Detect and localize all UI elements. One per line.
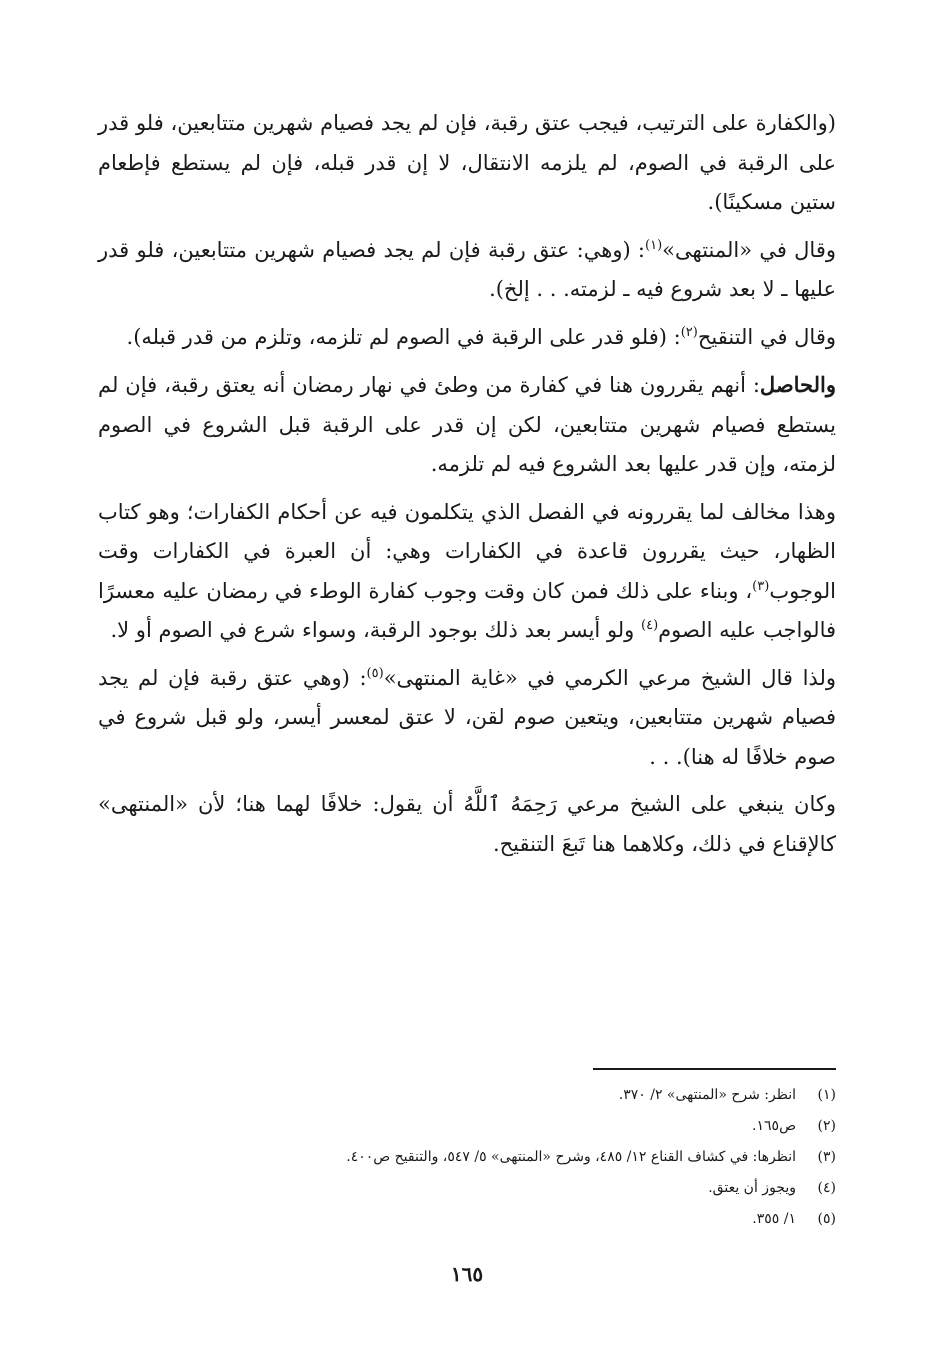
paragraph-text-cont: ولو أيسر بعد ذلك بوجود الرقبة، وسواء شرع في الصوم أو لا. (110, 618, 642, 642)
footnote-ref[interactable]: (٢) (680, 324, 698, 340)
footnote-ref[interactable]: (٣) (752, 578, 770, 594)
paragraph-text: وهذا مخالف لما يقررونه في الفصل الذي يتكلمون فيه عن أحكام الكفارات؛ وهو كتاب الظهار، حيث يقررون قاعدة في الكفارات وهي: أن العبرة في الكفارات وقت الوجوب (98, 499, 836, 603)
paragraph-1 (98, 104, 836, 223)
paragraph-text: : أنهم يقررون هنا في كفارة من وطئ في نهار رمضان أنه يعتق رقبة، فإن لم يستطع فصيام شهرين متتابعين، لكن إن قدر على الرقبة قبل الشروع في الصوم لزمته، وإن قدر عليها بعد الشروع فيه لم تلزمه. (98, 373, 836, 476)
footnote-text: انظر: شرح «المنتهى» ٢/ ٣٧٠. (618, 1087, 796, 1103)
footnote-text: انظرها: في كشاف القناع ١٢/ ٤٨٥، وشرح «المنتهى» ٥/ ٥٤٧، والتنقيح ص٤٠٠. (346, 1149, 796, 1165)
paragraph-4 (98, 365, 836, 485)
paragraph-text-cont: : (فلو قدر على الرقبة في الصوم لم تلزمه، وتلزم من قدر قبله). (126, 324, 681, 349)
footnote-ref[interactable]: (٥) (366, 665, 384, 681)
footnote-item (98, 1111, 836, 1142)
paragraph-text-cont: ، وبناء على ذلك فمن كان وقت وجوب كفارة الوطء في رمضان عليه معسرًا فالواجب عليه الصوم (98, 578, 836, 642)
paragraph-text-cont: : (وهي عتق رقبة فإن لم يجد فصيام شهرين متتابعين، ويتعين صوم لقن، لا عتق لمعسر أيسر، ولو قبل شروع في صوم خلافًا له هنا). . . (98, 665, 836, 769)
footnotes (98, 1080, 836, 1235)
paragraph-lead: والحاصل (759, 372, 836, 397)
footnote-number: (٣) (817, 1149, 836, 1165)
page-number: ١٦٥ (450, 1262, 484, 1286)
footnote-number: (٥) (817, 1211, 836, 1227)
paragraph-text: وقال في «المنتهى» (662, 237, 837, 262)
paragraph-text-cont: : (وهي: عتق رقبة فإن لم يجد فصيام شهرين متتابعين، فلو قدر عليها ـ لا بعد شروع فيه ـ لزمته. . . إلخ). (98, 237, 836, 301)
paragraph-text: (والكفارة على الترتيب، فيجب عتق رقبة، فإن لم يجد فصيام شهرين متتابعين، فلو قدر على الرقبة في الصوم، لم يلزمه الانتقال، لا إن قدر قبله، فإن لم يستطع فإطعام ستين مسكينًا). (98, 111, 836, 214)
footnote-item (98, 1204, 836, 1235)
footnote-item (98, 1142, 836, 1173)
footnote-number: (١) (817, 1087, 836, 1103)
footnote-ref[interactable]: (٤) (641, 618, 659, 633)
paragraph-6 (98, 659, 836, 778)
footnote-number: (٢) (817, 1118, 836, 1134)
paragraph-5 (98, 493, 836, 651)
paragraph-text: ولذا قال الشيخ مرعي الكرمي في «غاية المنتهى» (383, 665, 836, 690)
footnote-item (98, 1080, 836, 1111)
paragraph-3 (98, 318, 836, 358)
footnote-ref[interactable]: (١) (645, 237, 663, 253)
paragraph-7 (98, 785, 836, 864)
footnote-item (98, 1173, 836, 1204)
footnote-divider (593, 1068, 836, 1070)
footnote-text: ص١٦٥. (752, 1118, 796, 1134)
footnote-text: ١/ ٣٥٥. (752, 1211, 796, 1227)
main-text (98, 104, 836, 872)
paragraph-2 (98, 231, 836, 310)
footnote-text: ويجوز أن يعتق. (708, 1180, 796, 1196)
paragraph-text: وقال في التنقيح (697, 324, 836, 349)
footnote-number: (٤) (817, 1180, 836, 1196)
paragraph-text: وكان ينبغي على الشيخ مرعي رَحِمَهُ ٱللَّهُ أن يقول: خلافًا لهما هنا؛ لأن «المنتهى» كالإقناع في ذلك، وكلاهما هنا تَبعَ التنقيح. (98, 792, 836, 856)
